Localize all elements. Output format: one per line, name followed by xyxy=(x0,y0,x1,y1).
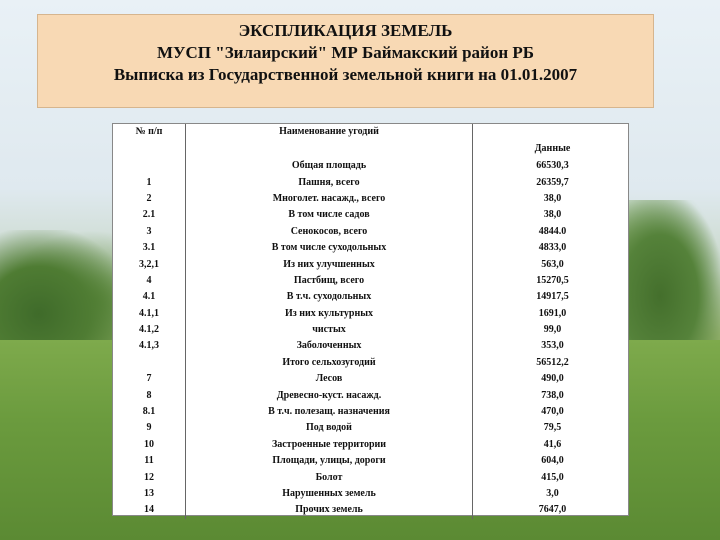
table-row xyxy=(113,158,632,174)
row-num: 14 xyxy=(113,502,186,518)
row-value: 738,0 xyxy=(541,389,564,401)
row-name: Лесов xyxy=(186,371,473,387)
row-num: 12 xyxy=(113,469,186,485)
row-value: 26359,7 xyxy=(536,176,569,188)
table-row xyxy=(113,207,632,223)
row-num: 4.1,2 xyxy=(113,322,186,338)
row-value: 1691,0 xyxy=(538,307,567,319)
table-row xyxy=(113,322,632,338)
title-line-3: Выписка из Государственной земельной книги на 01.01.2007 xyxy=(113,65,578,84)
table-row xyxy=(113,306,632,322)
row-num: 3.1 xyxy=(113,240,186,256)
table-row xyxy=(113,453,632,469)
row-name: Площади, улицы, дороги xyxy=(186,453,473,469)
row-value: 66530,3 xyxy=(536,160,569,172)
table-row xyxy=(113,240,632,256)
row-num: 4 xyxy=(113,273,186,289)
row-value: 4844.0 xyxy=(538,225,567,237)
row-name: Древесно-куст. насажд. xyxy=(186,387,473,403)
row-name: чистых xyxy=(186,322,473,338)
table-row xyxy=(113,191,632,207)
row-value: 15270,5 xyxy=(536,274,569,286)
header-num: № п/п xyxy=(113,124,186,140)
table-row xyxy=(113,355,632,371)
row-value: 563,0 xyxy=(541,258,564,270)
row-value: 14917,5 xyxy=(536,291,569,303)
table-row xyxy=(113,404,632,420)
row-num: 9 xyxy=(113,420,186,436)
row-name: Заболоченных xyxy=(186,338,473,354)
row-num xyxy=(113,355,186,371)
row-num: 10 xyxy=(113,437,186,453)
row-value: 490,0 xyxy=(541,373,564,385)
row-num: 11 xyxy=(113,453,186,469)
row-value: 470,0 xyxy=(541,406,564,418)
row-name: Пастбищ, всего xyxy=(186,273,473,289)
table-header-row xyxy=(113,124,632,140)
row-num: 2 xyxy=(113,191,186,207)
row-name: Из них культурных xyxy=(186,306,473,322)
table-row xyxy=(113,273,632,289)
row-num: 4.1,3 xyxy=(113,338,186,354)
title-line-1: ЭКСПЛИКАЦИЯ ЗЕМЕЛЬ xyxy=(238,21,453,40)
row-name: Нарушенных земель xyxy=(186,486,473,502)
row-num: 4.1,1 xyxy=(113,306,186,322)
row-value: 3,0 xyxy=(546,488,559,499)
row-num: 7 xyxy=(113,371,186,387)
row-name: Прочих земель xyxy=(186,502,473,518)
table-row xyxy=(113,289,632,305)
row-value: 38,0 xyxy=(543,209,562,221)
table-row xyxy=(113,338,632,354)
row-value: 4833,0 xyxy=(538,242,567,254)
row-name: Под водой xyxy=(186,420,473,436)
row-num: 3,2,1 xyxy=(113,256,186,272)
row-value: 353,0 xyxy=(541,340,564,352)
table-row xyxy=(113,174,632,190)
row-name: Многолет. насажд., всего xyxy=(186,191,473,207)
table-subheader-row xyxy=(113,140,632,158)
row-num: 2.1 xyxy=(113,207,186,223)
table-row xyxy=(113,486,632,502)
background-trees-left xyxy=(0,230,130,350)
row-num: 1 xyxy=(113,174,186,190)
table-row xyxy=(113,420,632,436)
row-value: 41,6 xyxy=(543,438,562,450)
row-value: 415,0 xyxy=(541,471,564,483)
row-num: 8.1 xyxy=(113,404,186,420)
row-value: 38,0 xyxy=(543,192,562,204)
row-name: В том числе суходольных xyxy=(186,240,473,256)
row-value: 604,0 xyxy=(541,455,564,467)
row-name: Общая площадь xyxy=(186,158,473,174)
row-name: Итого сельхозугодий xyxy=(186,355,473,371)
row-value: 99,0 xyxy=(543,324,562,336)
table-row xyxy=(113,437,632,453)
table-row xyxy=(113,387,632,403)
row-num: 4.1 xyxy=(113,289,186,305)
row-name: В том числе садов xyxy=(186,207,473,223)
header-name: Наименование угодий xyxy=(186,124,473,140)
title-box xyxy=(37,14,654,108)
table-row xyxy=(113,502,632,518)
table-row xyxy=(113,256,632,272)
table-row xyxy=(113,224,632,240)
row-name: Из них улучшенных xyxy=(186,256,473,272)
row-name: Сенокосов, всего xyxy=(186,224,473,240)
header-data: Данные xyxy=(534,143,571,154)
table-row xyxy=(113,371,632,387)
row-name: Болот xyxy=(186,469,473,485)
row-name: Застроенные территории xyxy=(186,437,473,453)
row-name: Пашня, всего xyxy=(186,174,473,190)
row-num xyxy=(113,158,186,174)
table-row xyxy=(113,469,632,485)
row-num: 8 xyxy=(113,387,186,403)
row-name: В т.ч. суходольных xyxy=(186,289,473,305)
row-name: В т.ч. полезащ. назначения xyxy=(186,404,473,420)
row-num: 3 xyxy=(113,224,186,240)
row-value: 56512,2 xyxy=(536,356,569,368)
row-num: 13 xyxy=(113,486,186,502)
title-line-2: МУСП "Зилаирский" МР Баймакский район РБ xyxy=(156,43,535,62)
row-value: 7647,0 xyxy=(538,504,567,516)
land-table xyxy=(112,123,629,516)
row-value: 79,5 xyxy=(543,422,562,434)
